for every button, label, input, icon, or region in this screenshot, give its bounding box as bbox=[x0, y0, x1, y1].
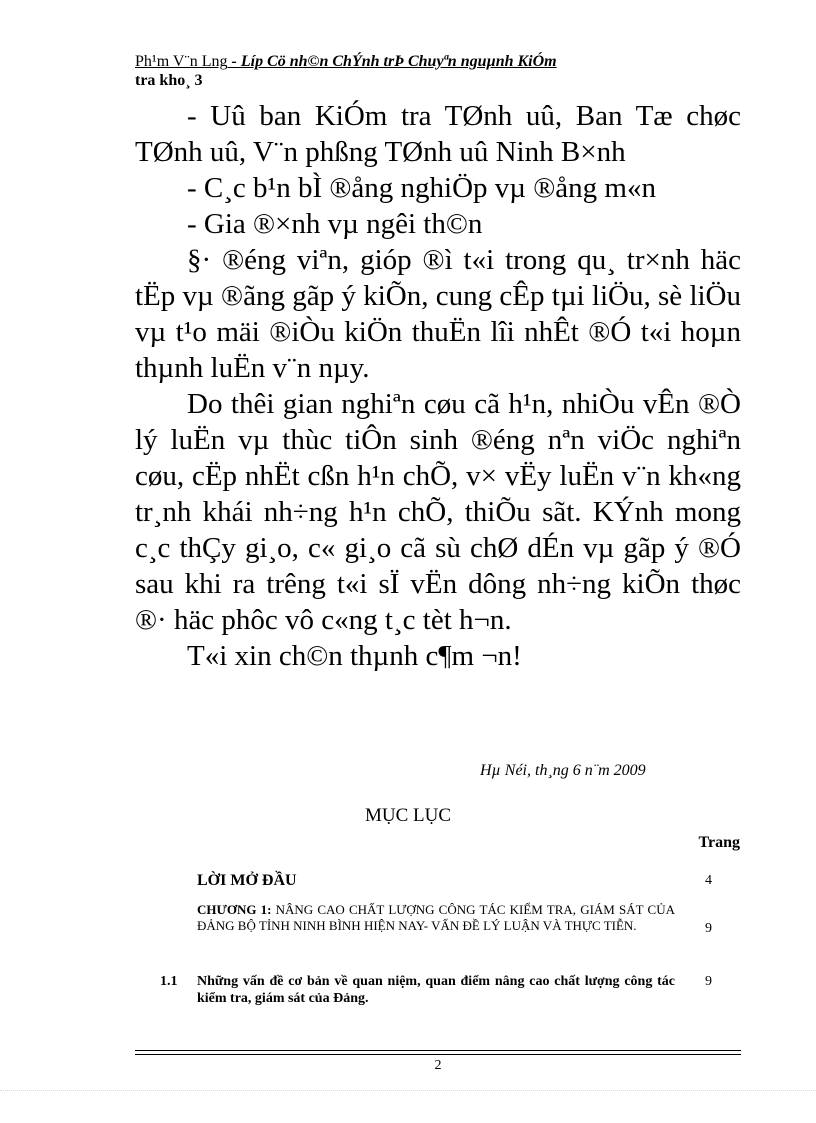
page-number: 2 bbox=[434, 1058, 442, 1073]
toc-page-column-header: Trang bbox=[698, 834, 740, 851]
toc-title: MỤC LỤC bbox=[364, 805, 452, 826]
acknowledgement-text bbox=[135, 98, 741, 674]
toc-row-text bbox=[197, 902, 675, 934]
paragraph-limitations: Do thêi gian nghiªn cøu cã h¹n, nhiÒu vÊn ®Ò lý luËn vµ thùc tiÔn sinh ®éng nªn viÖc nghiªn cøu, cËp nhËt cßn h¹n chÕ, v× vËy luËn v¨n kh«ng tr¸nh khái nh÷ng h¹n chÕ, thiÕu sãt. KÝnh mong c¸c thÇy gi¸o, c« gi¸o cã sù chØ dÉn vµ gãp ý ®Ó sau khi ra trêng t«i sÏ vËn dông nh÷ng kiÕn thøc ®· häc phôc vô c«ng t¸c tèt h¬n. bbox=[135, 388, 741, 636]
header-title: - Líp Cö nh©n ChÝnh trÞ Chuyªn nguµnh KiÓm bbox=[227, 53, 557, 70]
paragraph-thanks-colleagues: - C¸c b¹n bÌ ®ång nghiÖp vµ ®ång m«n bbox=[187, 172, 656, 204]
toc-row-page: 9 bbox=[705, 921, 712, 936]
paragraph-thanks-family: - Gia ®×nh vµ ngêi th©n bbox=[187, 208, 483, 240]
toc-row-text: Những vấn đề cơ bản về quan niệm, quan điểm nâng cao chất lượng công tác kiểm tra, giám sát của Đảng. bbox=[197, 974, 675, 1006]
footer-divider bbox=[135, 1050, 741, 1051]
page-edge bbox=[0, 1090, 816, 1091]
date-line: Hµ Néi, th¸ng 6 n¨m 2009 bbox=[480, 762, 646, 779]
toc-row-page: 4 bbox=[705, 873, 712, 888]
footer-divider-secondary bbox=[135, 1054, 741, 1055]
toc-chapter-label: CHƯƠNG 1: bbox=[197, 902, 272, 917]
toc-row-text: LỜI MỞ ĐẦU bbox=[197, 872, 297, 889]
paragraph-support: §· ®éng viªn, gióp ®ì t«i trong qu¸ tr×nh häc tËp vµ ®ãng gãp ý kiÕn, cung cÊp tµi liÖu, sè liÖu vµ t¹o mäi ®iÒu kiÖn thuËn lîi nhÊt ®Ó t«i hoµn thµnh luËn v¨n nµy. bbox=[135, 244, 741, 384]
paragraph-thanks-committee: - Uû ban KiÓm tra TØnh uû, Ban Tæ chøc TØnh uû, V¨n phßng TØnh uû Ninh B×nh bbox=[135, 100, 741, 168]
toc-row-page: 9 bbox=[705, 974, 712, 989]
toc-row-number: 1.1 bbox=[160, 974, 178, 989]
toc-chapter-title: NÂNG CAO CHẤT LƯỢNG CÔNG TÁC KIỂM TRA, GIÁM SÁT CỦA ĐẢNG BỘ TỈNH NINH BÌNH HIỆN NAY- VẤN ĐỀ LÝ LUẬN VÀ THỰC TIỄN. bbox=[197, 902, 675, 933]
paragraph-closing: T«i xin ch©n thµnh c¶m ¬n! bbox=[187, 640, 522, 672]
running-header bbox=[135, 52, 741, 90]
header-title-continued: tra kho¸ 3 bbox=[135, 72, 203, 89]
header-author: Ph¹m V¨n Lng bbox=[135, 53, 228, 70]
